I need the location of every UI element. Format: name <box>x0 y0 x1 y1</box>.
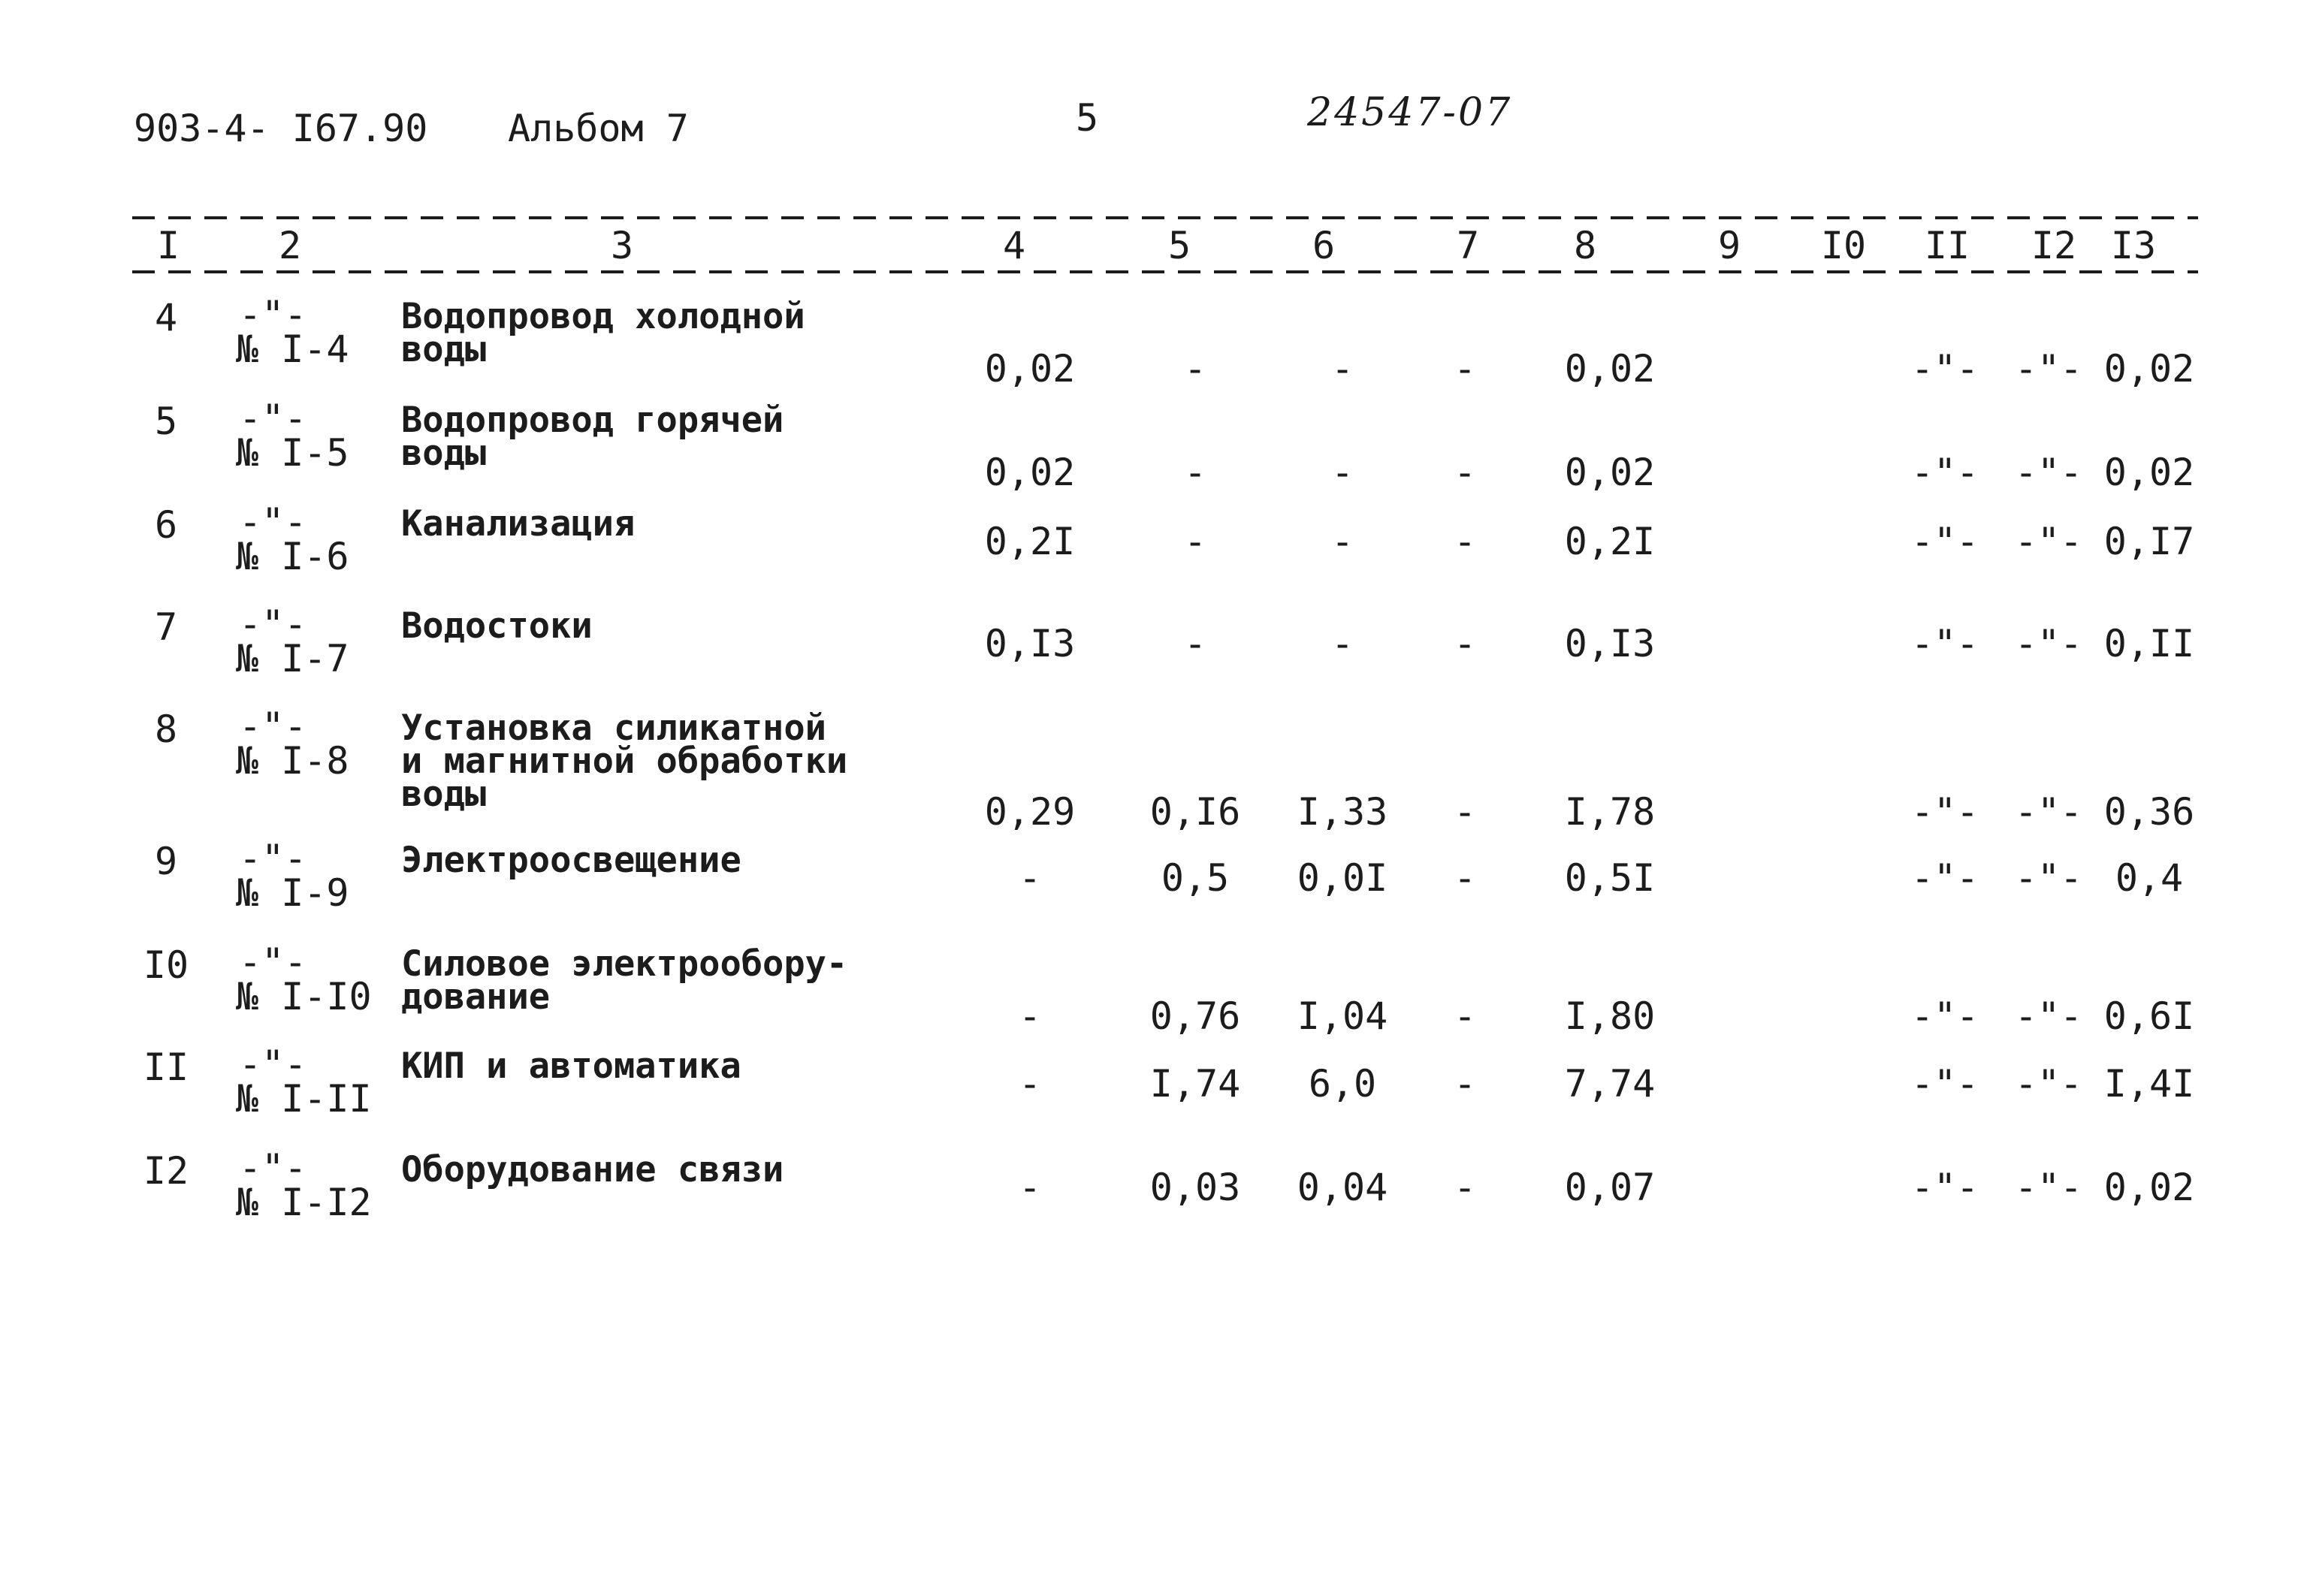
cell-col-6: - <box>1330 622 1354 665</box>
row-description-line: Оборудование связи <box>401 1149 784 1190</box>
cell-col-6: - <box>1330 520 1354 563</box>
cell-col-13: 0,02 <box>2103 451 2195 494</box>
cell-col-7: - <box>1453 347 1477 391</box>
column-number-13: I3 <box>2110 224 2157 267</box>
cell-col-11: -"- <box>1910 1166 1979 1209</box>
row-description-line: Электроосвещение <box>401 840 741 881</box>
cell-col-7: - <box>1453 1166 1477 1209</box>
cell-col-4: 0,29 <box>984 790 1076 834</box>
cell-col-6: - <box>1330 347 1354 391</box>
row-description-line: воды <box>401 774 487 815</box>
column-number-7: 7 <box>1456 224 1480 267</box>
column-number-9: 9 <box>1717 224 1741 267</box>
row-ref-ditto: -"- <box>239 500 307 544</box>
cell-col-5: - <box>1183 520 1207 563</box>
column-number-8: 8 <box>1573 224 1597 267</box>
row-ref-ditto: -"- <box>239 397 307 440</box>
cell-col-11: -"- <box>1910 994 1979 1038</box>
cell-col-5: - <box>1183 451 1207 494</box>
row-description-line: Водопровод холодной <box>401 296 805 337</box>
cell-col-7: - <box>1453 790 1477 834</box>
row-drawing-ref: № I-4 <box>236 327 349 371</box>
row-drawing-ref: № I-9 <box>236 871 349 915</box>
cell-col-5: 0,03 <box>1149 1166 1241 1209</box>
cell-col-8: 0,02 <box>1564 451 1656 494</box>
cell-col-13: 0,II <box>2103 622 2195 665</box>
cell-col-8: 0,I3 <box>1564 622 1656 665</box>
row-number: 9 <box>154 840 178 883</box>
column-number-5: 5 <box>1167 224 1191 267</box>
cell-col-12: -"- <box>2014 856 2083 900</box>
cell-col-5: I,74 <box>1149 1062 1241 1106</box>
cell-col-11: -"- <box>1910 1062 1979 1106</box>
cell-col-7: - <box>1453 856 1477 900</box>
table-header-bottom-rule <box>132 270 2198 273</box>
row-description-line: Силовое электрообору- <box>401 943 848 985</box>
column-number-3: 3 <box>610 224 634 267</box>
document-designation: 903-4- I67.90 <box>134 107 428 150</box>
cell-col-5: 0,5 <box>1161 856 1230 900</box>
cell-col-6: 0,0I <box>1297 856 1388 900</box>
row-ref-ditto: -"- <box>239 704 307 748</box>
column-number-11: II <box>1924 224 1970 267</box>
column-number-1: I <box>156 224 180 267</box>
cell-col-7: - <box>1453 1062 1477 1106</box>
row-description-line: воды <box>401 329 487 370</box>
cell-col-13: I,4I <box>2103 1062 2195 1106</box>
cell-col-8: 0,02 <box>1564 347 1656 391</box>
row-number: I2 <box>143 1149 189 1193</box>
cell-col-4: - <box>1018 1062 1042 1106</box>
row-description-line: и магнитной обработки <box>401 741 848 782</box>
row-ref-ditto: -"- <box>239 940 307 984</box>
row-number: 5 <box>154 400 178 443</box>
row-ref-ditto: -"- <box>239 837 307 880</box>
cell-col-4: - <box>1018 856 1042 900</box>
cell-col-6: 0,04 <box>1297 1166 1388 1209</box>
column-number-6: 6 <box>1312 224 1336 267</box>
table-header-top-rule <box>132 216 2198 219</box>
cell-col-6: I,04 <box>1297 994 1388 1038</box>
cell-col-7: - <box>1453 451 1477 494</box>
row-drawing-ref: № I-7 <box>236 637 349 680</box>
cell-col-5: 0,I6 <box>1149 790 1241 834</box>
album-label: Альбом 7 <box>508 107 689 150</box>
cell-col-13: 0,02 <box>2103 347 2195 391</box>
cell-col-11: -"- <box>1910 790 1979 834</box>
row-number: 7 <box>154 605 178 649</box>
row-description-line: Водопровод горячей <box>401 400 784 441</box>
cell-col-12: -"- <box>2014 622 2083 665</box>
row-description-line: Установка силикатной <box>401 707 826 749</box>
row-ref-ditto: -"- <box>239 1042 307 1086</box>
row-number: 6 <box>154 503 178 547</box>
cell-col-12: -"- <box>2014 994 2083 1038</box>
cell-col-7: - <box>1453 994 1477 1038</box>
cell-col-11: -"- <box>1910 856 1979 900</box>
row-description-line: КИП и автоматика <box>401 1045 741 1087</box>
cell-col-13: 0,36 <box>2103 790 2195 834</box>
row-drawing-ref: № I-I2 <box>236 1181 372 1224</box>
cell-col-7: - <box>1453 520 1477 563</box>
cell-col-4: 0,I3 <box>984 622 1076 665</box>
cell-col-4: 0,2I <box>984 520 1076 563</box>
row-drawing-ref: № I-5 <box>236 431 349 475</box>
cell-col-11: -"- <box>1910 347 1979 391</box>
cell-col-7: - <box>1453 622 1477 665</box>
page-number: 5 <box>1076 96 1099 140</box>
row-number: 8 <box>154 707 178 751</box>
cell-col-12: -"- <box>2014 347 2083 391</box>
cell-col-13: 0,I7 <box>2103 520 2195 563</box>
cell-col-13: 0,6I <box>2103 994 2195 1038</box>
cell-col-8: I,78 <box>1564 790 1656 834</box>
cell-col-12: -"- <box>2014 1166 2083 1209</box>
cell-col-8: 0,07 <box>1564 1166 1656 1209</box>
cell-col-12: -"- <box>2014 1062 2083 1106</box>
row-ref-ditto: -"- <box>239 1146 307 1190</box>
cell-col-13: 0,4 <box>2115 856 2184 900</box>
cell-col-8: 7,74 <box>1564 1062 1656 1106</box>
cell-col-4: 0,02 <box>984 451 1076 494</box>
cell-col-6: - <box>1330 451 1354 494</box>
row-ref-ditto: -"- <box>239 293 307 336</box>
row-ref-ditto: -"- <box>239 602 307 646</box>
cell-col-8: 0,5I <box>1564 856 1656 900</box>
row-drawing-ref: № I-8 <box>236 739 349 783</box>
row-description-line: дование <box>401 976 551 1018</box>
column-number-4: 4 <box>1002 224 1026 267</box>
cell-col-8: I,80 <box>1564 994 1656 1038</box>
row-description-line: Водостоки <box>401 605 593 647</box>
inventory-number: 24547-07 <box>1307 90 1513 135</box>
cell-col-5: 0,76 <box>1149 994 1241 1038</box>
row-drawing-ref: № I-II <box>236 1077 372 1121</box>
cell-col-5: - <box>1183 347 1207 391</box>
column-number-2: 2 <box>278 224 302 267</box>
cell-col-4: - <box>1018 1166 1042 1209</box>
row-number: II <box>143 1045 189 1089</box>
cell-col-6: I,33 <box>1297 790 1388 834</box>
cell-col-5: - <box>1183 622 1207 665</box>
cell-col-6: 6,0 <box>1308 1062 1377 1106</box>
column-number-12: I2 <box>2031 224 2077 267</box>
cell-col-11: -"- <box>1910 520 1979 563</box>
column-number-10: I0 <box>1820 224 1867 267</box>
cell-col-8: 0,2I <box>1564 520 1656 563</box>
row-drawing-ref: № I-I0 <box>236 975 372 1018</box>
cell-col-4: - <box>1018 994 1042 1038</box>
row-drawing-ref: № I-6 <box>236 535 349 578</box>
row-description-line: Канализация <box>401 503 636 545</box>
cell-col-13: 0,02 <box>2103 1166 2195 1209</box>
cell-col-11: -"- <box>1910 622 1979 665</box>
cell-col-11: -"- <box>1910 451 1979 494</box>
cell-col-12: -"- <box>2014 520 2083 563</box>
row-number: 4 <box>154 296 178 339</box>
cell-col-12: -"- <box>2014 451 2083 494</box>
cell-col-12: -"- <box>2014 790 2083 834</box>
row-description-line: воды <box>401 433 487 474</box>
row-number: I0 <box>143 943 189 987</box>
cell-col-4: 0,02 <box>984 347 1076 391</box>
